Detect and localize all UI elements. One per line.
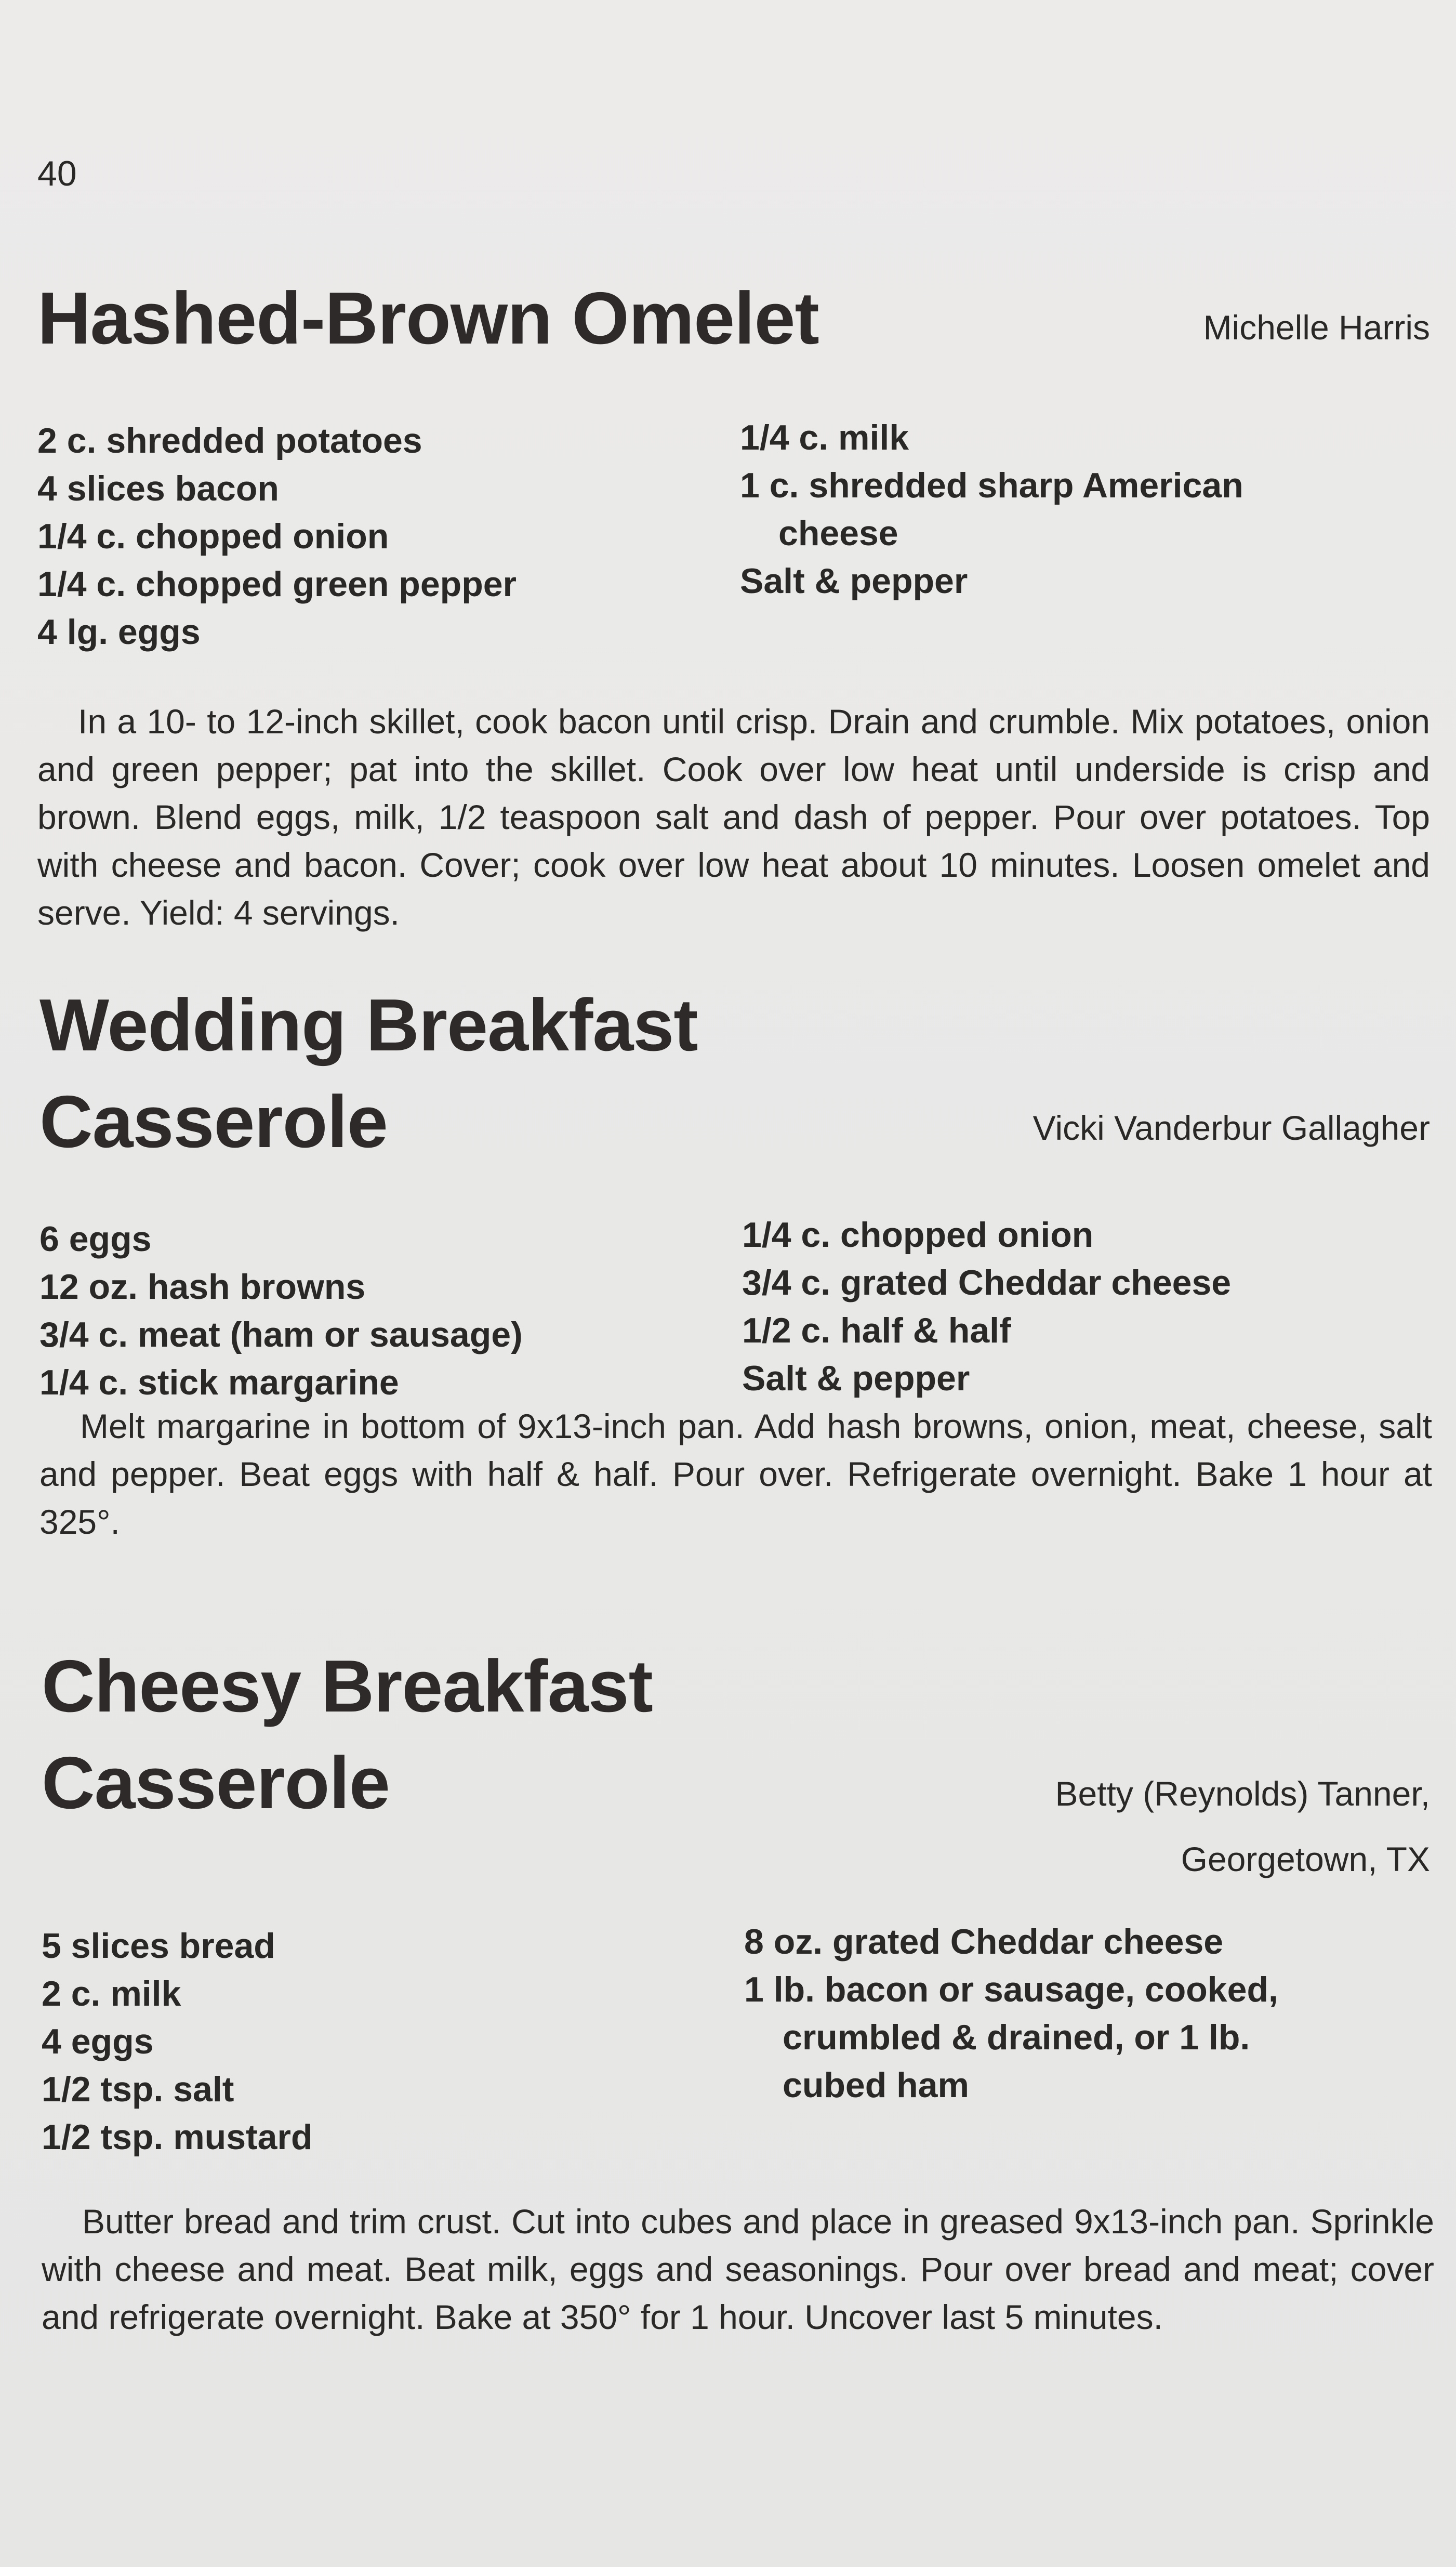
recipe-directions: Butter bread and trim crust. Cut into cubes and place in greased 9x13-inch pan. Sprinkle with cheese and meat. Beat milk, eggs and seasonings. Pour over bread and meat; cover and refrigerate overnight. Bake at 350° for 1 hour. Uncover last 5 minutes. [42, 2202, 1434, 2336]
ingredient-item: 1/4 c. chopped green pepper [37, 564, 517, 604]
ingredient-item-continued: crumbled & drained, or 1 lb. [783, 2018, 1250, 2057]
ingredient-item: Salt & pepper [740, 561, 968, 601]
ingredient-item-continued: cubed ham [783, 2065, 969, 2105]
recipe-author-line: Vicki Vanderbur Gallagher [1033, 1109, 1430, 1147]
recipe-wedding-breakfast-casserole [37, 977, 1430, 1627]
recipe-title-line: Hashed-Brown Omelet [37, 277, 819, 360]
ingredient-item: 1/2 c. half & half [742, 1311, 1011, 1350]
ingredient-item: 1/4 c. milk [740, 418, 909, 457]
ingredient-item: 1/4 c. chopped onion [37, 517, 389, 556]
ingredient-item: 3/4 c. meat (ham or sausage) [39, 1315, 523, 1354]
recipe-directions: In a 10- to 12-inch skillet, cook bacon until crisp. Drain and crumble. Mix potatoes, onion and green pepper; pat into the skillet. Cook over low heat until underside is crisp and brown. Blend eggs, milk, 1/2 teaspoon salt and dash of pepper. Pour over potatoes. Top with cheese and bacon. Cover; cook over low heat about 10 minutes. Loosen omelet and serve. Yield: 4 servings. [37, 702, 1430, 932]
ingredients-right-column [744, 1918, 1420, 2109]
recipe-title-line: Casserole [39, 1081, 388, 1163]
recipe-author [1055, 1761, 1431, 1892]
recipe-title-line: Cheesy Breakfast [42, 1645, 653, 1728]
ingredient-item: 1 lb. bacon or sausage, cooked, [744, 1970, 1278, 2009]
ingredient-item: 5 slices bread [42, 1926, 275, 1966]
ingredient-item-continued: cheese [778, 514, 898, 553]
ingredient-item: 1 c. shredded sharp American [740, 466, 1243, 505]
recipe-title [37, 270, 819, 367]
ingredient-item: 1/4 c. stick margarine [39, 1363, 399, 1402]
recipe-title-line: Casserole [42, 1742, 390, 1824]
ingredients-left-column [39, 1215, 523, 1406]
recipe-title [42, 1638, 653, 1832]
ingredient-item: 1/2 tsp. salt [42, 2070, 234, 2109]
recipe-directions: Melt margarine in bottom of 9x13-inch pan. Add hash browns, onion, meat, cheese, salt and pepper. Beat eggs with half & half. Pour over. Refrigerate overnight. Bake 1 hour at 325°. [39, 1407, 1432, 1541]
page-number: 40 [37, 154, 77, 193]
recipe-author [1203, 295, 1430, 360]
ingredient-item: 4 slices bacon [37, 469, 279, 508]
recipe-author [1033, 1096, 1430, 1160]
ingredient-item: 6 eggs [39, 1219, 152, 1259]
ingredient-item: Salt & pepper [742, 1359, 970, 1398]
ingredient-item: 1/4 c. chopped onion [742, 1215, 1094, 1255]
ingredient-item: 2 c. shredded potatoes [37, 421, 422, 460]
ingredient-item: 1/2 tsp. mustard [42, 2117, 313, 2157]
recipe-author-line: Georgetown, TX [1181, 1840, 1430, 1878]
ingredient-item: 12 oz. hash browns [39, 1267, 366, 1307]
ingredient-item: 8 oz. grated Cheddar cheese [744, 1922, 1224, 1962]
ingredients-left-column [37, 417, 517, 656]
recipe-title-line: Wedding Breakfast [39, 984, 698, 1067]
recipe-cheesy-breakfast-casserole [37, 1638, 1434, 2418]
recipe-author-line: Michelle Harris [1203, 308, 1430, 347]
ingredient-item: 2 c. milk [42, 1974, 181, 2013]
recipe-author-line: Betty (Reynolds) Tanner, [1055, 1774, 1430, 1813]
ingredient-item: 4 eggs [42, 2022, 154, 2061]
recipe-hashed-brown-omelet [37, 270, 1430, 946]
ingredients-right-column [740, 414, 1415, 605]
ingredients-left-column [42, 1922, 313, 2161]
ingredients-right-column [742, 1211, 1418, 1402]
recipe-title [39, 977, 698, 1170]
ingredient-item: 3/4 c. grated Cheddar cheese [742, 1263, 1232, 1302]
ingredient-item: 4 lg. eggs [37, 612, 201, 652]
